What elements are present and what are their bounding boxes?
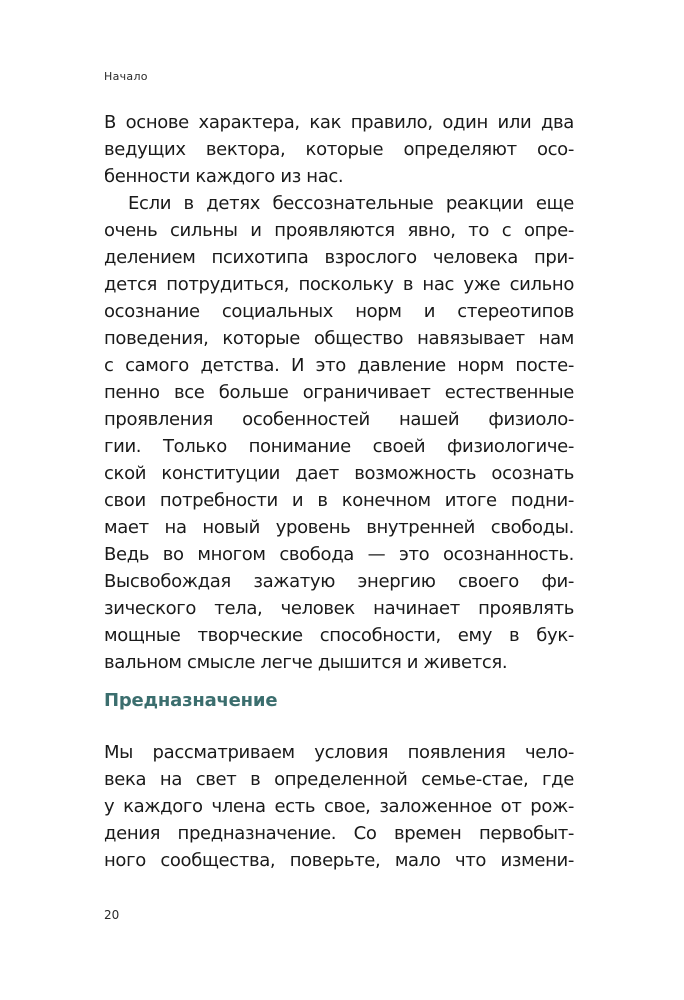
- text-line: проявления особенностей нашей физиоло-: [104, 409, 574, 430]
- text-line: дения предназначение. Со времен первобыт-: [104, 823, 574, 844]
- text-line: ской конституции дает возможность осознать: [104, 463, 574, 484]
- text-line: ведущих вектора, которые определяют осо-: [104, 139, 574, 160]
- text-line: вальном смысле легче дышится и живется.: [104, 652, 508, 673]
- text-line: Мы рассматриваем условия появления чело-: [104, 742, 574, 763]
- paragraph-character-vectors: [104, 109, 574, 190]
- text-line: поведения, которые общество навязывает нам: [104, 328, 574, 349]
- text-line: зического тела, человек начинает проявлять: [104, 598, 574, 619]
- text-line: мает на новый уровень внутренней свободы.: [104, 517, 574, 538]
- text-line: у каждого члена есть свое, заложенное от рож-: [104, 796, 574, 817]
- text-line: ного сообщества, поверьте, мало что измени-: [104, 850, 574, 871]
- page-number: 20: [104, 908, 120, 922]
- text-line: Ведь во многом свобода — это осознанность.: [104, 544, 574, 565]
- text-line: бенности каждого из нас.: [104, 166, 344, 187]
- text-line: очень сильны и проявляются явно, то с опре-: [104, 220, 574, 241]
- text-line: осознание социальных норм и стереотипов: [104, 301, 574, 322]
- paragraph-purpose: [104, 739, 574, 874]
- text-line: с самого детства. И это давление норм посте-: [104, 355, 574, 376]
- text-line: В основе характера, как правило, один или два: [104, 112, 574, 133]
- text-line: дется потрудиться, поскольку в нас уже сильно: [104, 274, 574, 295]
- section-heading: Предназначение: [104, 690, 278, 711]
- text-line: века на свет в определенной семье-стае, где: [104, 769, 574, 790]
- text-line: мощные творческие способности, ему в бук-: [104, 625, 574, 646]
- text-line: свои потребности и в конечном итоге подни-: [104, 490, 574, 511]
- text-line: Если в детях бессознательные реакции еще: [128, 193, 574, 214]
- text-line: Высвобождая зажатую энергию своего фи-: [104, 571, 574, 592]
- text-line: гии. Только понимание своей физиологиче-: [104, 436, 574, 457]
- running-head: Начало: [104, 70, 148, 83]
- text-line: пенно все больше ограничивает естественные: [104, 382, 574, 403]
- paragraph-social-norms: [104, 190, 574, 676]
- text-line: делением психотипа взрослого человека при-: [104, 247, 574, 268]
